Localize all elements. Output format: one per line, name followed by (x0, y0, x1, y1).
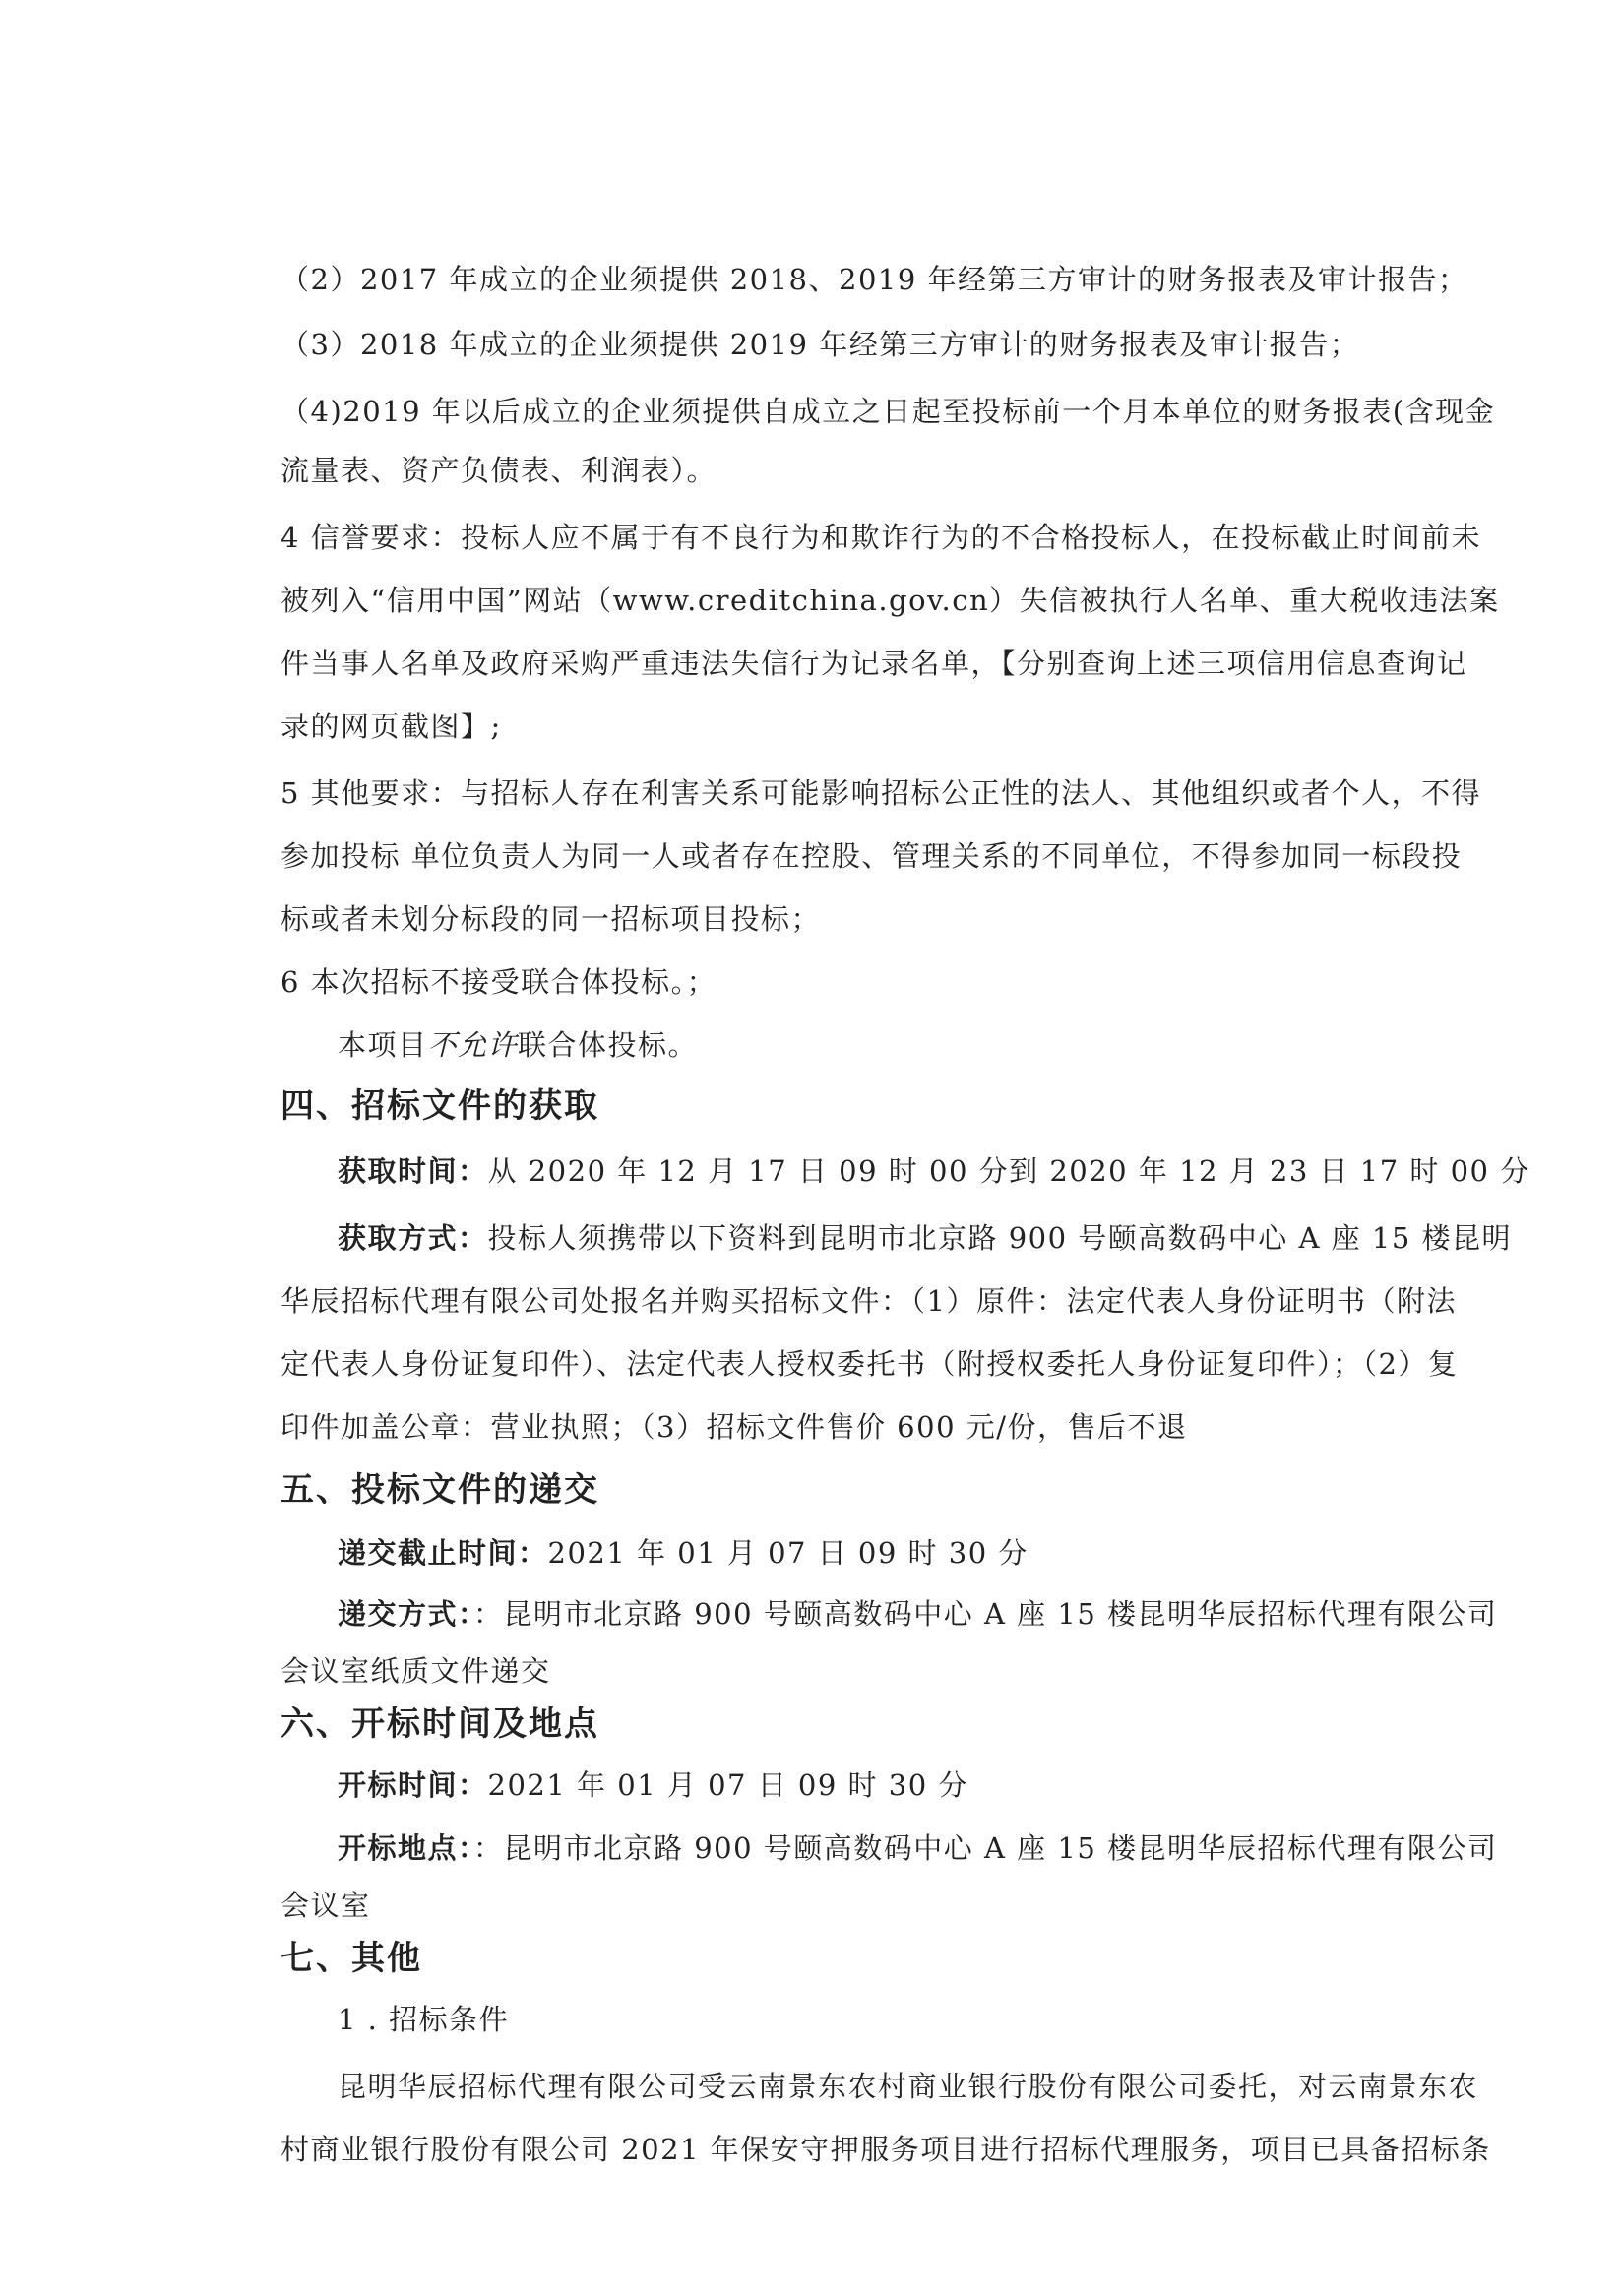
requirement-line-2: （2）2017 年成立的企业须提供 2018、2019 年经第三方审计的财务报表及审计报告； (281, 263, 1468, 296)
obtain-way-3: 定代表人身份证复印件）、法定代表人授权委托书（附授权委托人身份证复印件）；（2）复 (281, 1347, 1459, 1381)
requirement-line-3: （3）2018 年成立的企业须提供 2019 年经第三方审计的财务报表及审计报告； (281, 328, 1360, 361)
obtain-way-1: 获取方式：投标人须携带以下资料到昆明市北京路 900 号颐高数码中心 A 座 15 楼昆明 (338, 1221, 1513, 1255)
other-line-1: 5 其他要求：与招标人存在利害关系可能影响招标公正性的法人、其他组织或者个人，不得 (281, 776, 1482, 810)
section-5-heading: 五、投标文件的递交 (281, 1470, 599, 1510)
obtain-time: 获取时间：从 2020 年 12 月 17 日 09 时 00 分到 2020 年 12 月 23 日 17 时 00 分 (338, 1154, 1530, 1188)
credit-line-3: 件当事人名单及政府采购严重违法失信行为记录名单，【分别查询上述三项信用信息查询记 (281, 647, 1467, 680)
section-6-heading: 六、开标时间及地点 (281, 1705, 599, 1744)
submit-way-2: 会议室纸质文件递交 (281, 1654, 551, 1688)
other-line-3: 标或者未划分标段的同一招标项目投标； (281, 902, 822, 936)
obtain-way-2: 华辰招标代理有限公司处报名并购买招标文件：（1）原件：法定代表人身份证明书（附法 (281, 1284, 1457, 1318)
tender-conditions-para-1: 昆明华辰招标代理有限公司受云南景东农村商业银行股份有限公司委托，对云南景东农 (338, 2070, 1479, 2103)
opening-place-2: 会议室 (281, 1889, 371, 1922)
joint-bid-note: 本项目不允许联合体投标。 (338, 1028, 699, 1062)
tender-conditions-para-2: 村商业银行股份有限公司 2021 年保安守押服务项目进行招标代理服务，项目已具备招标条 (281, 2133, 1491, 2166)
obtain-way-4: 印件加盖公章：营业执照；（3）招标文件售价 600 元/份，售后不退 (281, 1410, 1188, 1444)
requirement-line-4b: 流量表、资产负债表、利润表）。 (281, 454, 717, 487)
requirement-line-4a: （4)2019 年以后成立的企业须提供自成立之日起至投标前一个月本单位的财务报表(含现金 (281, 395, 1496, 428)
opening-time: 开标时间：2021 年 01 月 07 日 09 时 30 分 (338, 1769, 968, 1802)
opening-place-1: 开标地点：：昆明市北京路 900 号颐高数码中心 A 座 15 楼昆明华辰招标代理有限公司 (338, 1831, 1498, 1865)
tender-conditions-item: 1 . 招标条件 (338, 2003, 510, 2036)
joint-bid-line: 6 本次招标不接受联合体投标。； (281, 965, 717, 999)
credit-line-2: 被列入“信用中国”网站（www.creditchina.gov.cn）失信被执行人名单、重大税收违法案 (281, 584, 1500, 617)
other-line-2: 参加投标 单位负责人为同一人或者存在控股、管理关系的不同单位，不得参加同一标段投 (281, 839, 1463, 873)
credit-line-1: 4 信誉要求：投标人应不属于有不良行为和欺诈行为的不合格投标人，在投标截止时间前未 (281, 521, 1482, 554)
submit-deadline: 递交截止时间：2021 年 01 月 07 日 09 时 30 分 (338, 1536, 1029, 1570)
submit-way-1: 递交方式：：昆明市北京路 900 号颐高数码中心 A 座 15 楼昆明华辰招标代理有限公司 (338, 1597, 1498, 1631)
credit-line-4: 录的网页截图】; (281, 710, 502, 743)
section-7-heading: 七、其他 (281, 1939, 422, 1978)
section-4-heading: 四、招标文件的获取 (281, 1086, 599, 1126)
